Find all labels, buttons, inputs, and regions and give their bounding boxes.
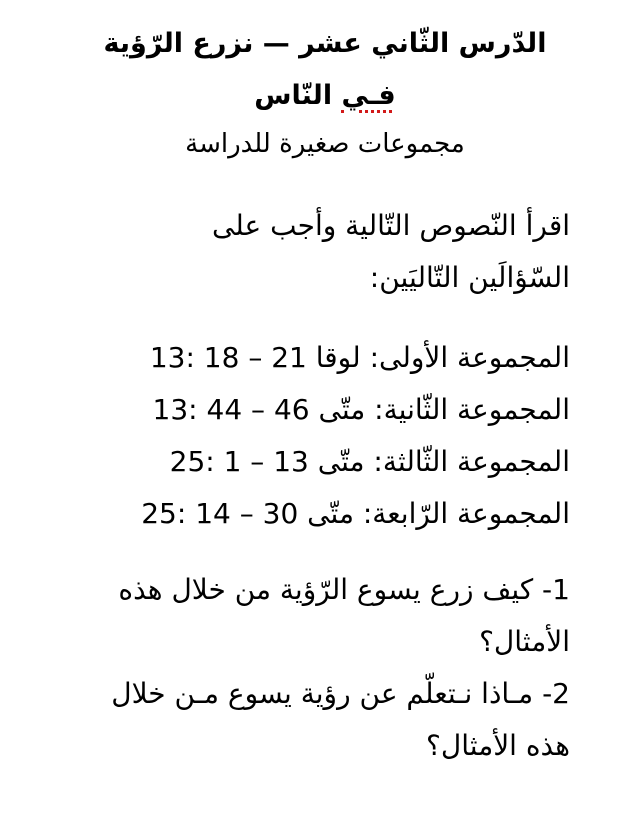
lesson-title	[80, 18, 570, 122]
lesson-subtitle: مجموعات صغيرة للدراسة	[185, 129, 465, 159]
scripture-reference: 13: 18 – 21	[149, 341, 307, 374]
study-group-label: المجموعة الثّالثة: متّى	[317, 445, 570, 478]
study-group-label: المجموعة الثّانية: متّى	[318, 393, 570, 426]
questions-list	[90, 564, 570, 772]
study-group-3	[100, 436, 570, 488]
lesson-title-line-2-after: النّاس	[254, 80, 342, 111]
study-group-2	[100, 384, 570, 436]
instructions-text: اقرأ النّصوص التّالية وأجب على السّؤالَين التّاليَين:	[211, 209, 570, 294]
scripture-reference: 25: 14 – 30	[141, 497, 299, 530]
study-group-label: المجموعة الرّابعة: متّى	[307, 497, 570, 530]
study-group-4	[100, 488, 570, 540]
question-2: 2- مـاذا نـتعلّم عن رؤية يسوع مـن خلال هذه الأمثال؟	[111, 677, 570, 762]
study-groups-list	[100, 332, 570, 540]
study-group-1	[100, 332, 570, 384]
scripture-reference: 25: 1 – 13	[169, 445, 309, 478]
spellcheck-marked-word: فـي	[341, 80, 396, 111]
scripture-reference: 13: 44 – 46	[152, 393, 310, 426]
study-group-label: المجموعة الأولى: لوقا	[315, 341, 570, 374]
lesson-title-line-1: الدّرس الثّاني عشر — نزرع الرّؤية	[103, 28, 547, 59]
question-1: 1- كيف زرع يسوع الرّؤية من خلال هذه الأمثال؟	[118, 573, 570, 658]
lesson-title-line-2	[80, 70, 570, 122]
